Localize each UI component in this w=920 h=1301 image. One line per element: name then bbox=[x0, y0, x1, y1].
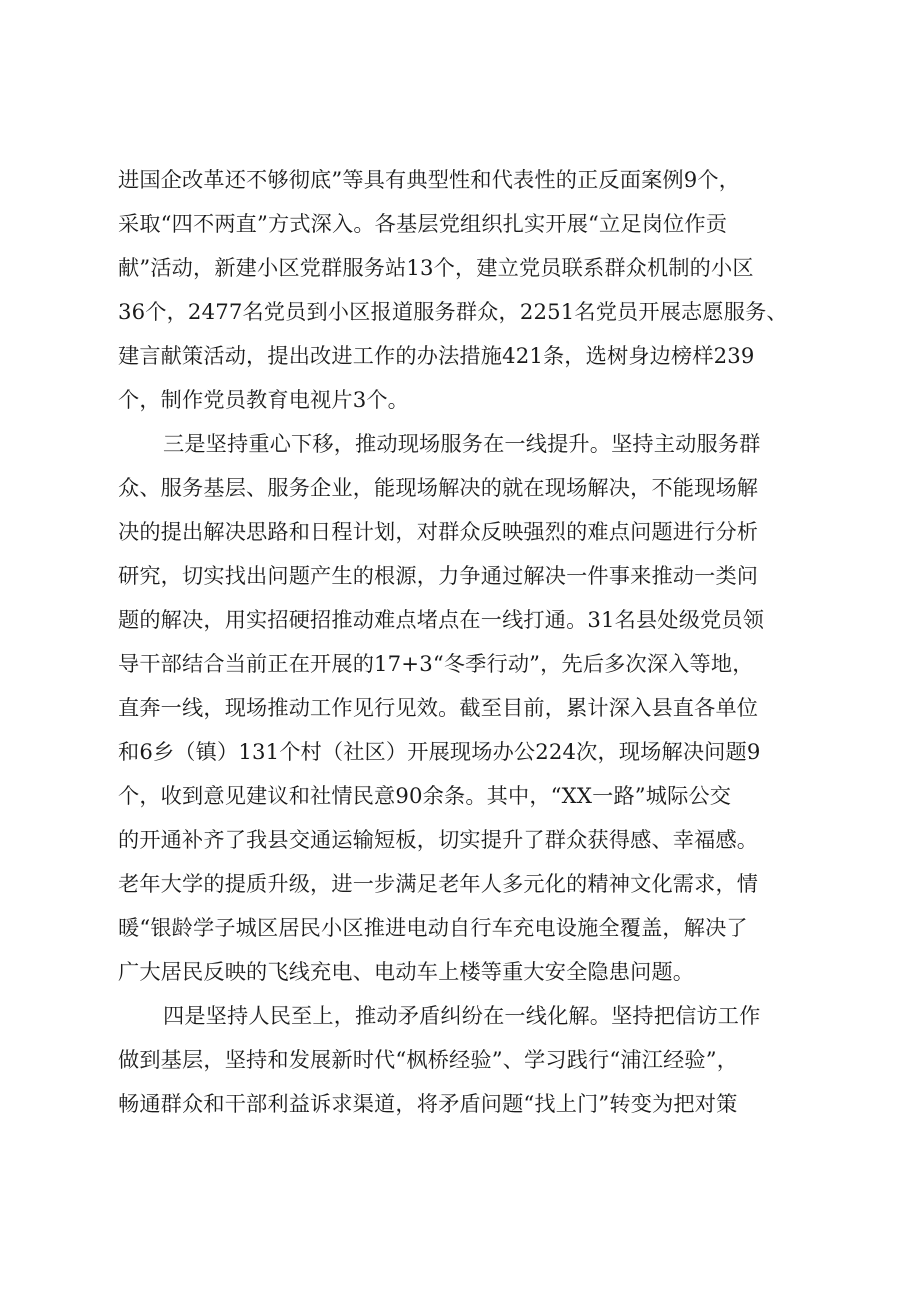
text-line: 暖“银龄学子城区居民小区推进电动自行车充电设施全覆盖，解决了 bbox=[118, 915, 748, 940]
text-line: 老年大学的提质升级，进一步满足老年人多元化的精神文化需求，情 bbox=[118, 871, 759, 896]
text-line: 畅通群众和干部利益诉求渠道，将矛盾问题“找上门”转变为把对策 bbox=[118, 1091, 738, 1116]
text-line: 导干部结合当前正在开展的17+3“冬季行动”，先后多次深入等地， bbox=[118, 651, 754, 676]
text-line: 采取“四不两直”方式深入。各基层党组织扎实开展“立足岗位作贡 bbox=[118, 211, 728, 236]
text-line: 个，收到意见建议和社情民意90余条。其中，“XX一路”城际公交 bbox=[118, 783, 732, 808]
document-body bbox=[118, 158, 818, 1126]
text-line: 决的提出解决思路和日程计划，对群众反映强烈的难点问题进行分析 bbox=[118, 519, 759, 544]
text-line: 研究，切实找出问题产生的根源，力争通过解决一件事来推动一类问 bbox=[118, 563, 759, 588]
text-line: 建言献策活动，提出改进工作的办法措施421条，选树身边榜样239 bbox=[118, 343, 755, 368]
text-line: 做到基层，坚持和发展新时代“枫桥经验”、学习践行“浦江经验”， bbox=[118, 1047, 739, 1072]
text-line: 献”活动，新建小区党群服务站13个，建立党员联系群众机制的小区 bbox=[118, 255, 754, 280]
text-line: 众、服务基层、服务企业，能现场解决的就在现场解决，不能现场解 bbox=[118, 475, 759, 500]
text-line: 题的解决，用实招硬招推动难点堵点在一线打通。31名县处级党员领 bbox=[118, 607, 765, 632]
text-line: 广大居民反映的飞线充电、电动车上楼等重大安全隐患问题。 bbox=[118, 959, 695, 984]
paragraph-start-line: 四是坚持人民至上，推动矛盾纠纷在一线化解。坚持把信访工作 bbox=[163, 1003, 761, 1028]
text-line: 进国企改革还不够彻底”等具有典型性和代表性的正反面案例9个， bbox=[118, 167, 741, 192]
paragraph-start-line: 三是坚持重心下移，推动现场服务在一线提升。坚持主动服务群 bbox=[163, 431, 761, 456]
text-line: 的开通补齐了我县交通运输短板，切实提升了群众获得感、幸福感。 bbox=[118, 827, 759, 852]
text-line: 和6乡（镇）131个村（社区）开展现场办公224次，现场解决问题9 bbox=[118, 739, 761, 764]
text-line: 36个，2477名党员到小区报道服务群众，2251名党员开展志愿服务、 bbox=[118, 299, 788, 324]
text-line: 个，制作党员教育电视片3个。 bbox=[118, 387, 410, 412]
text-line: 直奔一线，现场推动工作见行见效。截至目前，累计深入县直各单位 bbox=[118, 695, 759, 720]
